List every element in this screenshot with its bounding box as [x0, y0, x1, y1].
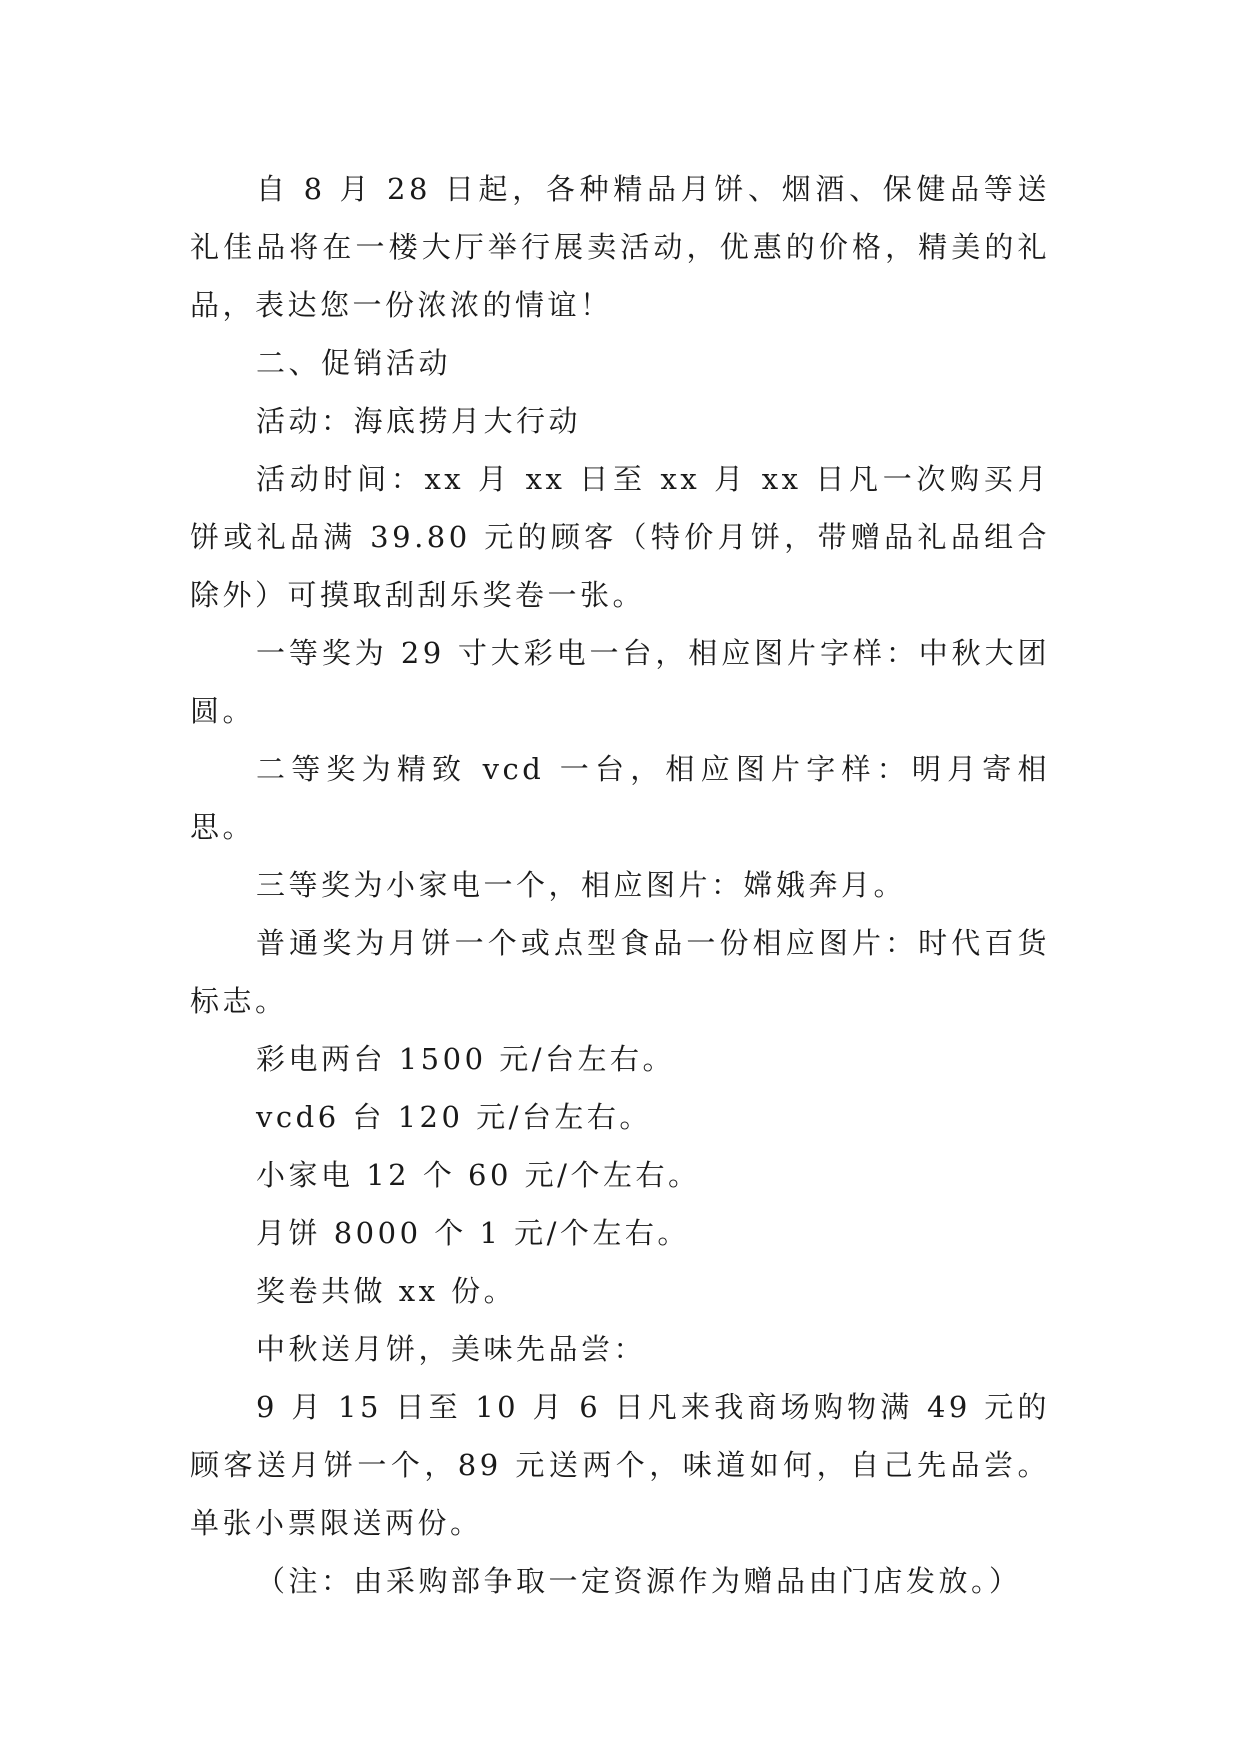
section-heading-promotion: 二、促销活动: [256, 346, 452, 380]
paragraph-budget-vcd: vcd6 台 120 元/台左右。: [256, 1100, 652, 1134]
paragraph-mooncake-tasting-details: 9 月 15 日至 10 月 6 日凡来我商场购物满 49 元的顾客送月饼一个，89 元送两个，味道如何，自己先品尝。单张小票限送两份。: [190, 1390, 1050, 1540]
paragraph-third-prize: 三等奖为小家电一个，相应图片：嫦娥奔月。: [256, 868, 907, 902]
paragraph-ticket-count: 奖卷共做 xx 份。: [256, 1274, 517, 1308]
paragraph-mooncake-tasting-heading: 中秋送月饼，美味先品尝：: [256, 1332, 647, 1366]
paragraph-budget-appliance: 小家电 12 个 60 元/个左右。: [256, 1158, 701, 1192]
paragraph-intro: 自 8 月 28 日起，各种精品月饼、烟酒、保健品等送礼佳品将在一楼大厅举行展卖活动，优惠的价格，精美的礼品，表达您一份浓浓的情谊！: [190, 172, 1050, 322]
paragraph-budget-tv: 彩电两台 1500 元/台左右。: [256, 1042, 676, 1076]
paragraph-activity-time: 活动时间：xx 月 xx 日至 xx 月 xx 日凡一次购买月饼或礼品满 39.80 元的顾客（特价月饼，带赠品礼品组合除外）可摸取刮刮乐奖卷一张。: [190, 462, 1050, 612]
paragraph-note: （注：由采购部争取一定资源作为赠品由门店发放。）: [256, 1564, 1022, 1598]
paragraph-general-prize: 普通奖为月饼一个或点型食品一份相应图片：时代百货标志。: [190, 926, 1050, 1018]
document-body: [190, 160, 1050, 1610]
paragraph-activity-name: 活动：海底捞月大行动: [256, 404, 582, 438]
paragraph-first-prize: 一等奖为 29 寸大彩电一台，相应图片字样：中秋大团圆。: [190, 636, 1050, 728]
paragraph-budget-mooncake: 月饼 8000 个 1 元/个左右。: [256, 1216, 690, 1250]
paragraph-second-prize: 二等奖为精致 vcd 一台，相应图片字样：明月寄相思。: [190, 752, 1050, 844]
